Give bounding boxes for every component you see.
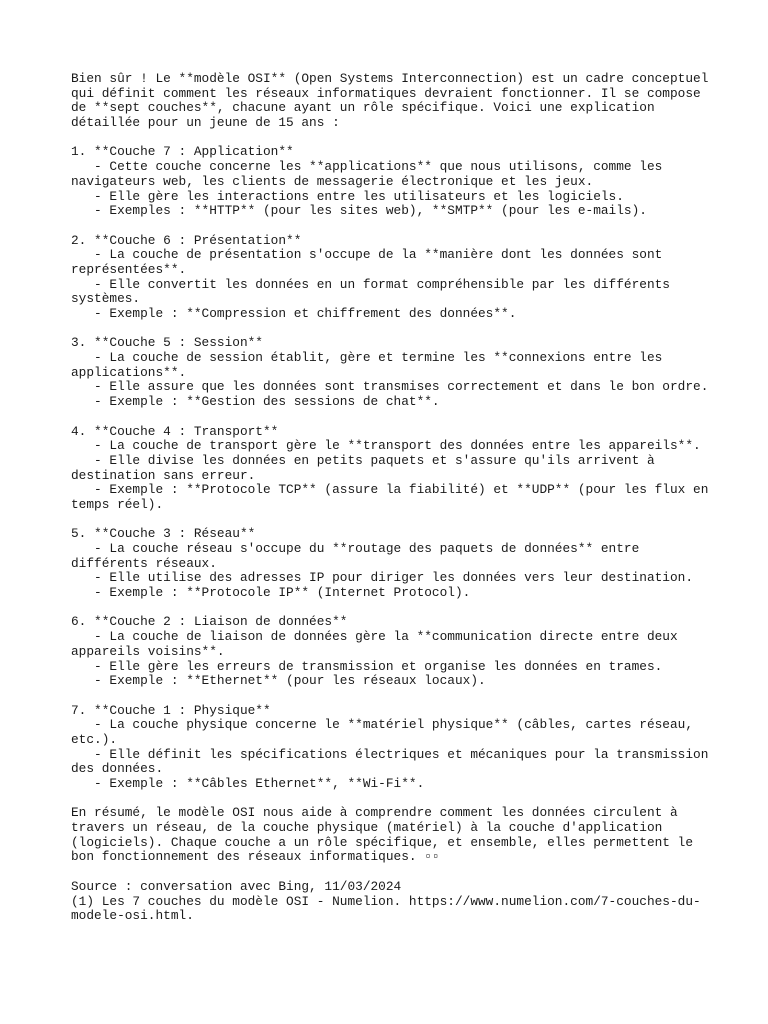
text-line: détaillée pour un jeune de 15 ans : <box>71 115 340 131</box>
text-line: - Elle divise les données en petits paquets et s'assure qu'ils arrivent à <box>71 452 655 468</box>
document-page <box>71 72 711 924</box>
layer-3-section <box>71 527 711 600</box>
text-line: Bien sûr ! Le **modèle OSI** (Open Systems Interconnection) est un cadre conceptuel <box>71 71 709 86</box>
text-line: de **sept couches**, chacune ayant un rôle spécifique. Voici une explication <box>71 100 655 116</box>
layer-4-section <box>71 425 711 513</box>
text-line: - La couche de liaison de données gère la **communication directe entre deux <box>71 629 678 645</box>
layer-5-section <box>71 336 711 409</box>
layer-7-section <box>71 145 711 218</box>
text-line: bon fonctionnement des réseaux informatiques. ▫▫ <box>71 849 440 865</box>
text-line: destination sans erreur. <box>71 467 256 483</box>
text-line: - Exemple : **Compression et chiffrement des données**. <box>71 306 517 321</box>
citation-link-text: (1) Les 7 couches du modèle OSI - Numelion. https://www.numelion.com/7-couches-du- <box>71 893 701 909</box>
text-line: - Elle convertit les données en un format compréhensible par les différents <box>71 276 670 292</box>
text-line: qui définit comment les réseaux informatiques devraient fonctionner. Il se compose <box>71 85 701 101</box>
text-line: - La couche de session établit, gère et termine les **connexions entre les <box>71 350 663 366</box>
layer-heading: 6. **Couche 2 : Liaison de données** <box>71 614 348 630</box>
text-line: - La couche de présentation s'occupe de la **manière dont les données sont <box>71 247 663 263</box>
layer-heading: 3. **Couche 5 : Session** <box>71 335 263 351</box>
layer-1-section <box>71 704 711 792</box>
text-line: - La couche de transport gère le **transport des données entre les appareils**. <box>71 438 701 454</box>
text-line: travers un réseau, de la couche physique (matériel) à la couche d'application <box>71 820 663 836</box>
text-line: - Elle assure que les données sont transmises correctement et dans le bon ordre. <box>71 379 709 395</box>
text-line: - Exemple : **Ethernet** (pour les réseaux locaux). <box>71 673 486 689</box>
text-line: - Exemples : **HTTP** (pour les sites web), **SMTP** (pour les e-mails). <box>71 203 647 219</box>
layer-heading: 5. **Couche 3 : Réseau** <box>71 526 256 542</box>
text-line: - Cette couche concerne les **applications** que nous utilisons, comme les <box>71 159 663 175</box>
text-line: applications**. <box>71 364 187 380</box>
text-line: représentées**. <box>71 261 187 277</box>
text-line: navigateurs web, les clients de messagerie électronique et les jeux. <box>71 173 594 189</box>
text-line: des données. <box>71 761 164 777</box>
layer-heading: 2. **Couche 6 : Présentation** <box>71 232 302 248</box>
layer-heading: 4. **Couche 4 : Transport** <box>71 423 279 439</box>
text-line: - Elle définit les spécifications électriques et mécaniques pour la transmission <box>71 746 709 762</box>
layer-2-section <box>71 615 711 688</box>
intro-paragraph <box>71 72 711 131</box>
layer-6-section <box>71 234 711 322</box>
text-line: - Exemple : **Protocole IP** (Internet Protocol). <box>71 585 471 601</box>
text-line: - La couche réseau s'occupe du **routage des paquets de données** entre <box>71 541 640 556</box>
layer-heading: 1. **Couche 7 : Application** <box>71 144 294 160</box>
text-line: En résumé, le modèle OSI nous aide à comprendre comment les données circulent à <box>71 805 678 821</box>
text-line: appareils voisins**. <box>71 643 225 659</box>
text-line: - Exemple : **Câbles Ethernet**, **Wi-Fi**. <box>71 776 425 791</box>
text-line: - Elle utilise des adresses IP pour diriger les données vers leur destination. <box>71 570 694 586</box>
text-line: - La couche physique concerne le **matériel physique** (câbles, cartes réseau, <box>71 717 694 733</box>
text-line: temps réel). <box>71 496 164 512</box>
citation-link-text: modele-osi.html. <box>71 908 194 924</box>
text-line: - Exemple : **Protocole TCP** (assure la fiabilité) et **UDP** (pour les flux en <box>71 482 709 498</box>
source-citation <box>71 880 711 924</box>
text-line: (logiciels). Chaque couche a un rôle spécifique, et ensemble, elles permettent le <box>71 834 694 850</box>
text-line: systèmes. <box>71 291 141 307</box>
layer-heading: 7. **Couche 1 : Physique** <box>71 702 271 718</box>
text-line: - Elle gère les interactions entre les utilisateurs et les logiciels. <box>71 188 624 204</box>
summary-paragraph <box>71 806 711 865</box>
text-line: Source : conversation avec Bing, 11/03/2024 <box>71 878 402 894</box>
text-line: différents réseaux. <box>71 555 217 571</box>
text-line: etc.). <box>71 731 118 747</box>
text-line: - Elle gère les erreurs de transmission et organise les données en trames. <box>71 658 663 674</box>
text-line: - Exemple : **Gestion des sessions de chat**. <box>71 394 440 410</box>
